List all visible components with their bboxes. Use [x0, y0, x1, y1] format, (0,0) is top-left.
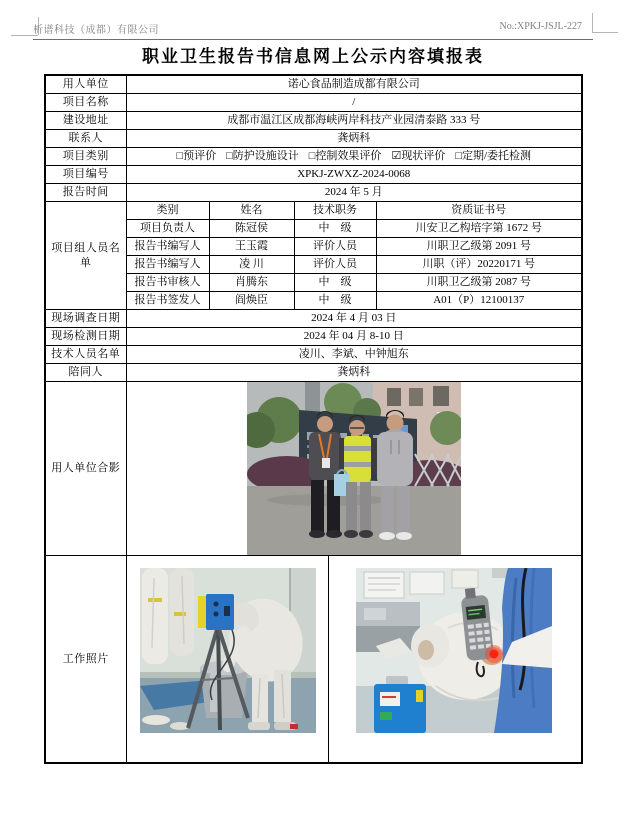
member-title: 评价人员 — [294, 256, 376, 274]
row-category — [45, 148, 582, 166]
work-photo-right — [356, 568, 552, 733]
member-name: 凌 川 — [209, 256, 294, 274]
field-label: 陪同人 — [45, 364, 126, 382]
group-photo-cell — [126, 382, 582, 556]
row-work-photos — [45, 556, 582, 764]
field-label: 项目类别 — [45, 148, 126, 166]
member-role: 报告书编写人 — [126, 256, 209, 274]
row-address — [45, 112, 582, 130]
group-photo — [247, 382, 461, 555]
member-cert: 川职（评）20220171 号 — [376, 256, 582, 274]
checkbox-option: □防护设施设计 — [226, 150, 299, 163]
work-photo-right-cell — [329, 556, 580, 762]
member-name: 阎焕臣 — [209, 292, 294, 310]
field-value: 成都市温江区成都海峡两岸科技产业园清泰路 333 号 — [126, 112, 582, 130]
checkbox-icon: □ — [226, 150, 233, 163]
form-table — [44, 74, 583, 764]
team-member-row — [45, 238, 582, 256]
checkbox-option: □定期/委托检测 — [455, 150, 532, 163]
field-label: 技术人员名单 — [45, 346, 126, 364]
field-label: 现场调查日期 — [45, 310, 126, 328]
work-photo-left — [140, 568, 316, 733]
page-title: 职业卫生报告书信息网上公示内容填报表 — [142, 47, 484, 66]
field-value: 龚炳科 — [126, 130, 582, 148]
field-label: 现场检测日期 — [45, 328, 126, 346]
team-col-header: 姓名 — [209, 202, 294, 220]
field-label: 项目编号 — [45, 166, 126, 184]
team-header-row — [45, 202, 582, 220]
member-role: 项目负责人 — [126, 220, 209, 238]
worker-background — [142, 568, 194, 664]
team-member-row — [45, 292, 582, 310]
row-employer — [45, 75, 582, 94]
doc-number: No.:XPKJ-JSJL-227 — [499, 21, 582, 32]
team-col-header: 资质证书号 — [376, 202, 582, 220]
blue-instrument — [374, 676, 426, 733]
team-col-header: 技术职务 — [294, 202, 376, 220]
member-name: 陈冠侯 — [209, 220, 294, 238]
member-cert: A01（P）12100137 — [376, 292, 582, 310]
field-value: 2024 年 5 月 — [126, 184, 582, 202]
team-col-header: 类别 — [126, 202, 209, 220]
member-title: 中 级 — [294, 220, 376, 238]
row-detect-date — [45, 328, 582, 346]
member-role: 报告书编写人 — [126, 238, 209, 256]
field-value: 凌川、李斌、中钟旭东 — [126, 346, 582, 364]
field-value: 龚炳科 — [126, 364, 582, 382]
member-name: 肖腾东 — [209, 274, 294, 292]
checkbox-option: □控制效果评价 — [308, 150, 382, 163]
company-header: 析谱科技（成都）有限公司 — [33, 25, 159, 36]
row-project-no — [45, 166, 582, 184]
field-value: 2024 年 04 月 8-10 日 — [126, 328, 582, 346]
row-accompany — [45, 364, 582, 382]
row-contact — [45, 130, 582, 148]
member-role: 报告书审核人 — [126, 274, 209, 292]
work-photos-cell — [126, 556, 582, 764]
member-title: 评价人员 — [294, 238, 376, 256]
header-rule — [33, 39, 593, 40]
work-photos-split — [129, 556, 580, 762]
member-name: 王玉霞 — [209, 238, 294, 256]
team-label: 项目组人员名单 — [45, 202, 126, 310]
row-group-photo — [45, 382, 582, 556]
field-label: 工作照片 — [45, 556, 126, 764]
field-value: XPKJ-ZWXZ-2024-0068 — [126, 166, 582, 184]
category-options — [126, 148, 582, 166]
row-report-date — [45, 184, 582, 202]
field-value: 诺心食品制造成都有限公司 — [126, 75, 582, 94]
field-label: 项目名称 — [45, 94, 126, 112]
member-title: 中 级 — [294, 274, 376, 292]
header-corner-mark-right — [592, 32, 618, 33]
member-cert: 川职卫乙级第 2091 号 — [376, 238, 582, 256]
row-survey-date — [45, 310, 582, 328]
member-cert: 川职卫乙级第 2087 号 — [376, 274, 582, 292]
work-photo-left-cell — [129, 556, 329, 762]
team-member-row — [45, 256, 582, 274]
row-tech-staff — [45, 346, 582, 364]
field-value: 2024 年 4 月 03 日 — [126, 310, 582, 328]
checkbox-option: □预评价 — [176, 150, 217, 163]
team-member-row — [45, 220, 582, 238]
checkbox-icon: □ — [308, 150, 316, 163]
member-cert: 川安卫乙构培字第 1672 号 — [376, 220, 582, 238]
row-project-name — [45, 94, 582, 112]
field-label: 建设地址 — [45, 112, 126, 130]
team-member-row — [45, 274, 582, 292]
counter-equipment — [356, 602, 420, 660]
checked-checkbox-icon: ☑ — [391, 150, 402, 163]
field-label: 用人单位 — [45, 75, 126, 94]
checkbox-icon: □ — [176, 150, 184, 163]
field-label: 用人单位合影 — [45, 382, 126, 556]
field-value: / — [126, 94, 582, 112]
member-title: 中 级 — [294, 292, 376, 310]
checkbox-option-checked: ☑现状评价 — [391, 150, 446, 163]
checkbox-icon: □ — [455, 150, 462, 163]
field-label: 报告时间 — [45, 184, 126, 202]
field-label: 联系人 — [45, 130, 126, 148]
member-role: 报告书签发人 — [126, 292, 209, 310]
header-corner-mark-right-v — [592, 13, 593, 32]
